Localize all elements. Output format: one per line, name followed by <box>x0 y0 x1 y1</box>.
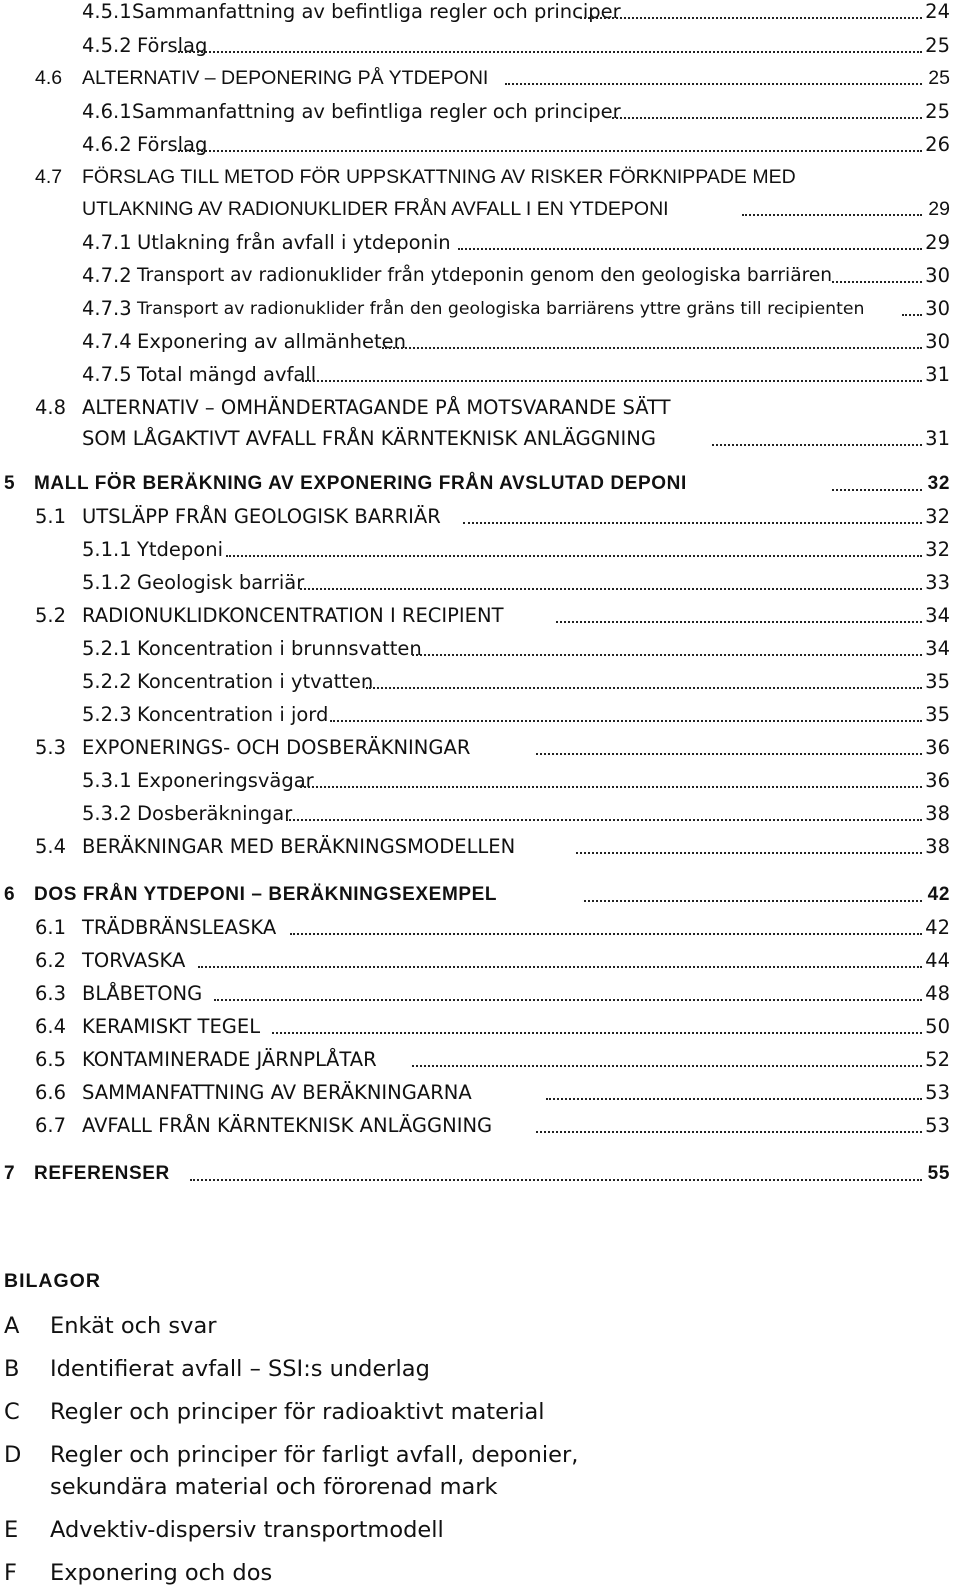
toc-number: 5.1.1 <box>82 538 132 561</box>
toc-entry[interactable] <box>0 601 960 631</box>
toc-title: Utlakning från avfall i ytdeponin <box>137 231 451 254</box>
toc-title: KERAMISKT TEGEL <box>82 1015 261 1038</box>
toc-entry[interactable] <box>0 327 960 357</box>
toc-page: 50 <box>925 1015 950 1038</box>
appendix-letter: F <box>4 1560 17 1586</box>
toc-number: 4.7.5 <box>82 363 132 386</box>
toc-page: 25 <box>928 67 950 89</box>
toc-number: 5.2 <box>35 604 67 627</box>
toc-number: 4.5.1 <box>82 0 132 23</box>
toc-chapter[interactable] <box>0 1159 960 1189</box>
toc-entry[interactable] <box>0 832 960 862</box>
toc-entry[interactable] <box>0 261 960 291</box>
toc-page: 35 <box>925 670 950 693</box>
toc-page: 52 <box>925 1048 950 1071</box>
toc-number: 4.8 <box>35 396 67 419</box>
dot-leader <box>226 555 922 557</box>
toc-number: 4.6.1 <box>82 100 132 123</box>
toc-page: 29 <box>928 198 950 220</box>
dot-leader <box>272 1032 922 1034</box>
toc-page: 53 <box>925 1114 950 1137</box>
toc-title-line1: ALTERNATIV – OMHÄNDERTAGANDE PÅ MOTSVARANDE SÄTT <box>82 396 671 419</box>
toc-page: 25 <box>925 100 950 123</box>
dot-leader <box>742 214 922 216</box>
toc-title: Koncentration i brunnsvatten <box>137 637 422 660</box>
appendix-item[interactable] <box>0 1353 960 1383</box>
toc-number: 6.3 <box>35 982 67 1005</box>
toc-entry[interactable] <box>0 97 960 127</box>
toc-page: 32 <box>927 473 950 494</box>
dot-leader <box>412 654 922 656</box>
toc-title: Ytdeponi <box>137 538 224 561</box>
toc-title: RADIONUKLIDKONCENTRATION I RECIPIENT <box>82 604 504 627</box>
toc-entry[interactable] <box>0 1078 960 1108</box>
toc-title: SOM LÅGAKTIVT AVFALL FRÅN KÄRNTEKNISK ANLÄGGNING <box>82 427 656 450</box>
toc-title: TORVASKA <box>82 949 186 972</box>
toc-title: Exponering av allmänheten <box>137 330 407 353</box>
appendix-letter: B <box>4 1356 20 1382</box>
dot-leader <box>198 966 922 968</box>
appendix-title: Exponering och dos <box>50 1560 273 1586</box>
toc-entry[interactable] <box>0 1045 960 1075</box>
toc-number: 4.7.4 <box>82 330 132 353</box>
toc-number: 6.4 <box>35 1015 67 1038</box>
toc-title: BERÄKNINGAR MED BERÄKNINGSMODELLEN <box>82 835 516 858</box>
toc-number: 6.7 <box>35 1114 67 1137</box>
dot-leader <box>576 852 922 854</box>
appendix-letter: E <box>4 1517 19 1543</box>
toc-entry[interactable] <box>0 162 960 226</box>
dot-leader <box>536 753 922 755</box>
toc-entry[interactable] <box>0 0 960 27</box>
dot-leader <box>382 347 922 349</box>
appendix-item[interactable] <box>0 1396 960 1426</box>
toc-number: 4.6 <box>35 67 63 89</box>
toc-entry[interactable] <box>0 130 960 160</box>
dot-leader <box>178 150 922 152</box>
toc-entry[interactable] <box>0 799 960 829</box>
toc-title: KONTAMINERADE JÄRNPLÅTAR <box>82 1048 377 1071</box>
appendix-title: Regler och principer för farligt avfall, deponier, <box>50 1442 579 1468</box>
toc-number: 5.4 <box>35 835 67 858</box>
appendix-letter: A <box>4 1313 20 1339</box>
toc-chapter[interactable] <box>0 880 960 910</box>
toc-entry[interactable] <box>0 667 960 697</box>
toc-title: SAMMANFATTNING AV BERÄKNINGARNA <box>82 1081 472 1104</box>
dot-leader <box>190 1179 922 1181</box>
toc-entry[interactable] <box>0 913 960 943</box>
toc-number: 6.6 <box>35 1081 67 1104</box>
toc-page: 35 <box>925 703 950 726</box>
dot-leader <box>300 786 922 788</box>
toc-title: Geologisk barriär <box>137 571 305 594</box>
toc-page: 31 <box>925 427 950 450</box>
toc-title: Koncentration i ytvatten <box>137 670 374 693</box>
toc-page: 36 <box>925 769 950 792</box>
dot-leader <box>536 1131 922 1133</box>
toc-page: 30 <box>925 330 950 353</box>
toc-number: 6 <box>4 884 16 905</box>
toc-title: TRÄDBRÄNSLEASKA <box>82 916 277 939</box>
toc-entry[interactable] <box>0 228 960 258</box>
dot-leader <box>458 248 922 250</box>
toc-entry[interactable] <box>0 946 960 976</box>
toc-page: 44 <box>925 949 950 972</box>
toc-number: 4.7.1 <box>82 231 132 254</box>
toc-page: 34 <box>925 604 950 627</box>
toc-title: Förslag <box>137 133 208 156</box>
toc-entry[interactable] <box>0 393 960 457</box>
toc-entry[interactable] <box>0 535 960 565</box>
toc-number: 4.6.2 <box>82 133 132 156</box>
toc-page: 53 <box>925 1081 950 1104</box>
toc-chapter[interactable] <box>0 469 960 499</box>
appendix-title-line2: sekundära material och förorenad mark <box>50 1474 498 1500</box>
toc-page: 24 <box>925 0 950 23</box>
toc-title: UTSLÄPP FRÅN GEOLOGISK BARRIÄR <box>82 505 441 528</box>
toc-title: AVFALL FRÅN KÄRNTEKNISK ANLÄGGNING <box>82 1114 493 1137</box>
toc-page: 38 <box>925 835 950 858</box>
toc-number: 5.3 <box>35 736 67 759</box>
toc-number: 5 <box>4 473 16 494</box>
dot-leader <box>178 51 922 53</box>
appendix-title: Regler och principer för radioaktivt material <box>50 1399 545 1425</box>
toc-number: 4.7 <box>35 166 63 188</box>
toc-entry[interactable] <box>0 360 960 390</box>
appendix-title: Enkät och svar <box>50 1313 217 1339</box>
dot-leader <box>832 281 922 283</box>
toc-entry[interactable] <box>0 1111 960 1141</box>
toc-title: MALL FÖR BERÄKNING AV EXPONERING FRÅN AVSLUTAD DEPONI <box>34 473 687 494</box>
toc-title: DOS FRÅN YTDEPONI – BERÄKNINGSEXEMPEL <box>34 884 498 905</box>
toc-page: 42 <box>927 884 950 905</box>
toc-entry[interactable] <box>0 294 960 324</box>
dot-leader <box>412 1065 922 1067</box>
toc-number: 6.5 <box>35 1048 67 1071</box>
dot-leader <box>580 17 922 19</box>
toc-page: 32 <box>925 538 950 561</box>
appendix-title: Advektiv-dispersiv transportmodell <box>50 1517 444 1543</box>
toc-title: Dosberäkningar <box>137 802 293 825</box>
toc-title: BLÅBETONG <box>82 982 203 1005</box>
toc-number: 5.2.3 <box>82 703 132 726</box>
toc-number: 5.2.1 <box>82 637 132 660</box>
toc-page: 38 <box>925 802 950 825</box>
toc-page: 25 <box>925 34 950 57</box>
dot-leader <box>366 687 922 689</box>
appendix-item[interactable] <box>0 1439 960 1503</box>
toc-title: Transport av radionuklider från ytdeponin genom den geologiska barriären <box>137 265 833 286</box>
toc-title: Transport av radionuklider från den geologiska barriärens yttre gräns till recipienten <box>137 299 865 319</box>
toc-entry[interactable] <box>0 766 960 796</box>
toc-number: 5.2.2 <box>82 670 132 693</box>
appendix-item[interactable] <box>0 1310 960 1340</box>
toc-number: 6.1 <box>35 916 67 939</box>
dot-leader <box>505 83 922 85</box>
toc-entry[interactable] <box>0 63 960 93</box>
toc-page: 29 <box>925 231 950 254</box>
toc-entry[interactable] <box>0 1012 960 1042</box>
toc-title: ALTERNATIV – DEPONERING PÅ YTDEPONI <box>82 67 489 89</box>
toc-number: 5.1 <box>35 505 67 528</box>
appendix-item[interactable] <box>0 1557 960 1587</box>
toc-page: 26 <box>925 133 950 156</box>
toc-number: 4.5.2 <box>82 34 132 57</box>
toc-page: 30 <box>925 264 950 287</box>
toc-entry[interactable] <box>0 634 960 664</box>
toc-number: 5.3.2 <box>82 802 132 825</box>
dot-leader <box>612 117 922 119</box>
toc-number: 7 <box>4 1163 16 1184</box>
toc-title: Koncentration i jord <box>137 703 329 726</box>
toc-entry[interactable] <box>0 700 960 730</box>
toc-page: 36 <box>925 736 950 759</box>
dot-leader <box>546 1098 922 1100</box>
toc-page: 32 <box>925 505 950 528</box>
appendix-letter: C <box>4 1399 20 1425</box>
toc-title: UTLAKNING AV RADIONUKLIDER FRÅN AVFALL I EN YTDEPONI <box>82 198 669 220</box>
dot-leader <box>902 314 922 316</box>
appendix-heading: BILAGOR <box>4 1270 101 1292</box>
appendix-letter: D <box>4 1442 22 1468</box>
dot-leader <box>584 900 922 902</box>
dot-leader <box>330 720 922 722</box>
toc-title: EXPONERINGS- OCH DOSBERÄKNINGAR <box>82 736 471 759</box>
dot-leader <box>286 819 922 821</box>
toc-title: Exponeringsvägar <box>137 769 314 792</box>
toc-number: 4.7.3 <box>82 297 132 320</box>
toc-page: 34 <box>925 637 950 660</box>
toc-title: REFERENSER <box>34 1163 170 1184</box>
dot-leader <box>302 380 922 382</box>
toc-page: 55 <box>927 1163 950 1184</box>
toc-entry[interactable] <box>0 568 960 598</box>
appendix-title: Identifierat avfall – SSI:s underlag <box>50 1356 430 1382</box>
dot-leader <box>300 588 922 590</box>
dot-leader <box>290 933 922 935</box>
toc-entry[interactable] <box>0 502 960 532</box>
toc-entry[interactable] <box>0 31 960 61</box>
toc-title: Sammanfattning av befintliga regler och principer <box>132 0 621 23</box>
dot-leader <box>214 999 922 1001</box>
toc-entry[interactable] <box>0 733 960 763</box>
toc-page: 42 <box>925 916 950 939</box>
appendix-item[interactable] <box>0 1514 960 1544</box>
toc-page: 30 <box>925 297 950 320</box>
toc-page: 48 <box>925 982 950 1005</box>
toc-title: Total mängd avfall <box>137 363 317 386</box>
toc-page: 31 <box>925 363 950 386</box>
toc-number: 4.7.2 <box>82 264 132 287</box>
dot-leader <box>463 522 922 524</box>
toc-title-line1: FÖRSLAG TILL METOD FÖR UPPSKATTNING AV RISKER FÖRKNIPPADE MED <box>82 166 796 188</box>
toc-title: Sammanfattning av befintliga regler och principer <box>132 100 621 123</box>
toc-entry[interactable] <box>0 979 960 1009</box>
toc-title: Förslag <box>137 34 208 57</box>
toc-page: 33 <box>925 571 950 594</box>
dot-leader <box>712 444 922 446</box>
dot-leader <box>832 489 922 491</box>
toc-number: 6.2 <box>35 949 67 972</box>
toc-number: 5.1.2 <box>82 571 132 594</box>
dot-leader <box>556 621 922 623</box>
toc-number: 5.3.1 <box>82 769 132 792</box>
